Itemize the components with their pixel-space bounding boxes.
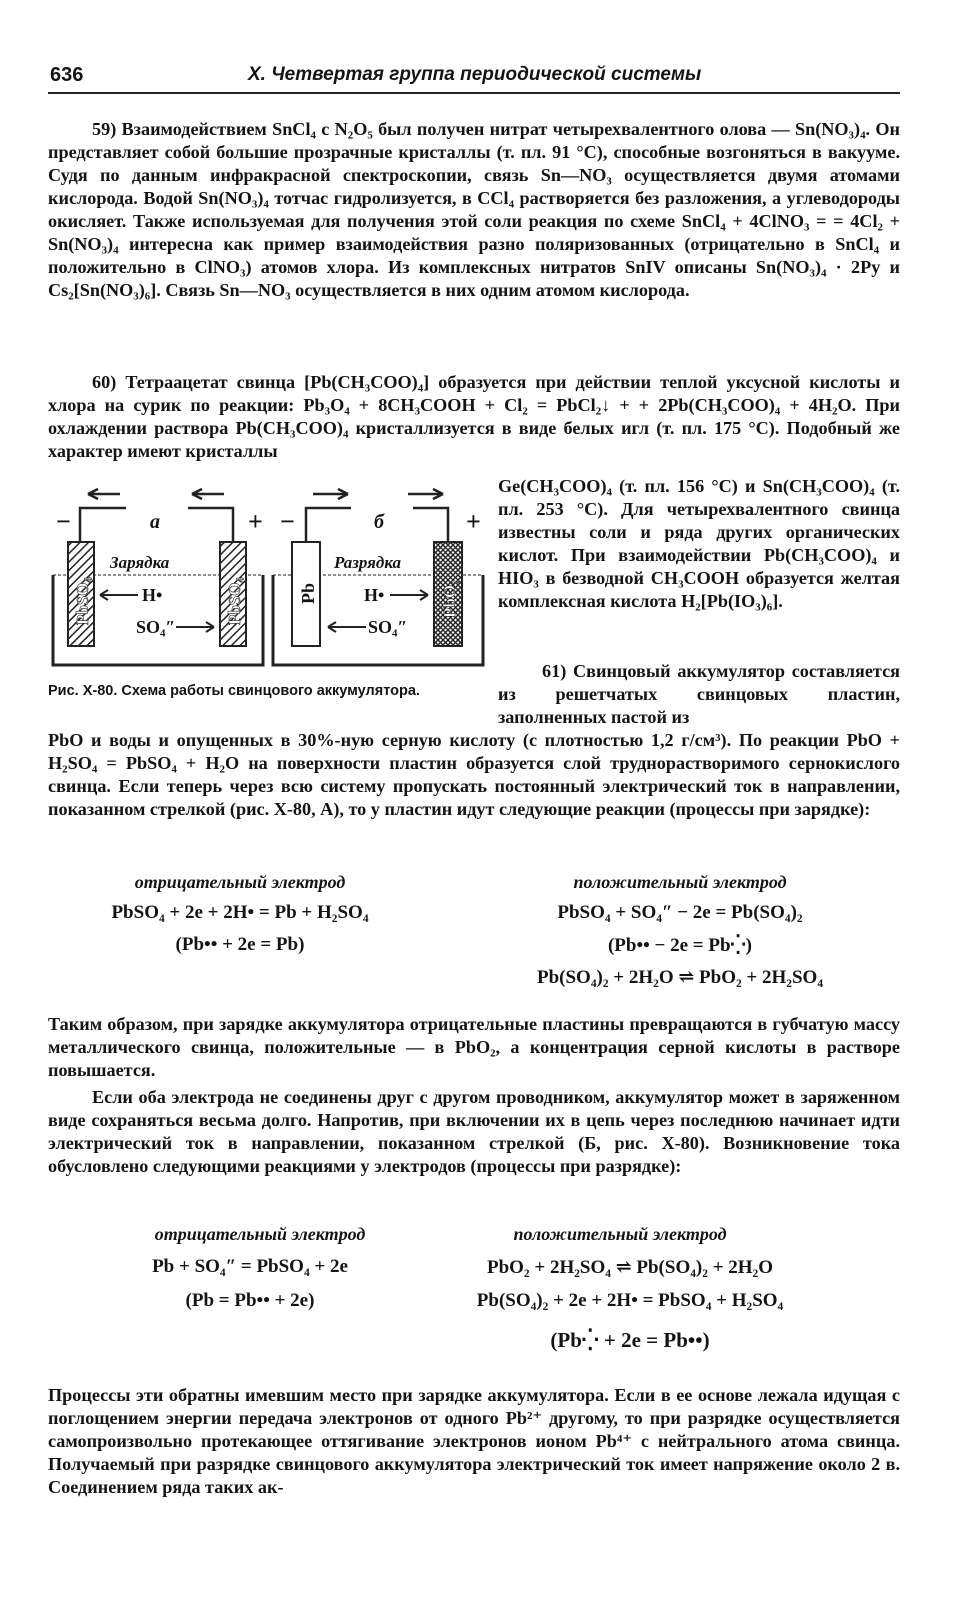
h-ion-label-b: H• (364, 585, 385, 605)
paragraph-61-continued (48, 729, 900, 821)
label-b: б (374, 511, 384, 533)
h-ion-label-a: H• (142, 585, 163, 605)
page-number: 636 (50, 64, 84, 86)
charge-negative-eq-1: PbSO₄ + 2e + 2H• = Pb + H₂SO₄ (111, 902, 369, 923)
current-arrow-a-right (192, 489, 224, 499)
h-ion-arrow-a (100, 590, 138, 600)
discharge-positive-title: положительный электрод (513, 1224, 727, 1244)
paragraph-59 (48, 118, 900, 302)
paragraph-60-start (48, 371, 900, 463)
figure-x80 (48, 480, 488, 680)
current-arrow-a-left (88, 489, 120, 499)
discharge-positive-eq-3: (Pb⁛ + 2e = Pb••) (550, 1328, 710, 1352)
paragraph-final (48, 1384, 900, 1499)
paragraph-60-continued (498, 475, 900, 613)
paragraph-60-text: 60) Тетраацетат свинца [Pb(CH₃COO)₄] образуется при действии теплой уксусной кислоты и хлора на сурик по реакции: Pb₃O₄ + 8CH₃COOH + Cl₂ = PbCl₂↓ + + 2Pb(CH₃COO)₄ + 4H₂O. При охлаждении раствора Pb(CH₃COO)₄ кристаллизуется в виде белых игл (т. пл. 175 °С). Подобный же характер имеют кристаллы (48, 372, 900, 461)
current-arrow-b-left (313, 489, 348, 499)
so4-ion-label-b: SO₄″ (368, 617, 408, 637)
pbo2-label: PbO₂ (440, 579, 459, 618)
minus-sign-a: − (56, 507, 71, 536)
so4-ion-label-a: SO₄″ (136, 617, 176, 637)
discharge-negative-eq-2: (Pb = Pb•• + 2e) (185, 1290, 315, 1311)
so4-ion-arrow-a (176, 622, 214, 632)
discharge-negative-eq-1: Pb + SO₄″ = PbSO₄ + 2e (152, 1256, 348, 1277)
paragraph-final-text: Процессы эти обратны имевшим место при зарядке аккумулятора. Если в ее основе лежала идущая с поглощением энергии передача электронов от одного Pb²⁺ другому, то при разрядке осуществляется самопроизвольно протекающее оттягивание электронов ионом Pb⁴⁺ с нейтрального атома свинца. Получаемый при разрядке свинцового аккумулятора электрический ток имеет напряжение около 2 в. Соединением ряда таких ак- (48, 1385, 900, 1497)
h-ion-arrow-b (390, 590, 428, 600)
plus-sign-a: + (248, 507, 263, 536)
pb-label: Pb (298, 582, 318, 604)
charge-title: Зарядка (110, 553, 170, 572)
discharge-positive-eq-1: PbO₂ + 2H₂SO₄ ⇌ Pb(SO₄)₂ + 2H₂O (486, 1257, 774, 1278)
plus-sign-b: + (466, 507, 481, 536)
discharge-negative-title: отрицательный электрод (154, 1224, 366, 1244)
pbso4-label-right: PbSO₄ (225, 577, 244, 625)
running-title: X. Четвертая группа периодической системы (248, 64, 702, 85)
charge-positive-eq-3: Pb(SO₄)₂ + 2H₂O ⇌ PbO₂ + 2H₂SO₄ (536, 967, 824, 988)
paragraph-after-charge-text: Таким образом, при зарядке аккумулятора отрицательные пластины превращаются в губчатую массу металлического свинца, положительные — в PbO₂, а концентрация серной кислоты в растворе повышается. (48, 1014, 900, 1080)
charge-positive-title: положительный электрод (573, 872, 787, 892)
paragraph-discharge-intro (48, 1086, 900, 1178)
paragraph-61-text: 61) Свинцовый аккумулятор составляется из решетчатых свинцовых пластин, заполненных пастой из (498, 661, 900, 727)
paragraph-60-continued-text: Ge(CH₃COO)₄ (т. пл. 156 °С) и Sn(CH₃COO)₄ (т. пл. 253 °С). Для четырехвалентного свинца известны соли и ряда других органических кислот. При взаимодействии Pb(CH₃COO)₄ и HIO₃ в безводной CH₃COOH образуется желтая комплексная кислота H₂[Pb(IO₃)₆]. (498, 476, 900, 611)
accumulator-diagram (48, 480, 488, 680)
discharge-positive-eq-2: Pb(SO₄)₂ + 2e + 2H• = PbSO₄ + H₂SO₄ (476, 1290, 784, 1311)
paragraph-61-continued-text: PbO и воды и опущенных в 30%-ную серную кислоту (с плотностью 1,2 г/см³). По реакции PbO + H₂SO₄ = PbSO₄ + H₂O на поверхности пластин образуется слой труднорастворимого сернокислого свинца. Если теперь через всю систему пропускать постоянный электрический ток в направлении, показанном стрелкой (рис. X-80, А), то у пластин идут следующие реакции (процессы при зарядке): (48, 730, 900, 819)
paragraph-59-text: 59) Взаимодействием SnCl₄ с N₂O₅ был получен нитрат четырехвалентного олова — Sn(NO₃)₄. Он представляет собой большие прозрачные кристаллы (т. пл. 91 °С), способные возгоняться в вакууме. Судя по данным инфракрасной спектроскопии, связь Sn—NO₃ осуществляется двумя атомами кислорода. Водой Sn(NO₃)₄ тотчас гидролизуется, в CCl₄ растворяется без разложения, а углеводороды окисляет. Также используемая для получения этой соли реакция по схеме SnCl₄ + 4ClNO₃ = = 4Cl₂ + Sn(NO₃)₄ интересна как пример взаимодействия разно поляризованных (отрицательно в SnCl₄ и положительно в ClNO₃) атомов хлора. Из комплексных нитратов SnIV описаны Sn(NO₃)₄ · 2Py и Cs₂[Sn(NO₃)₆]. Связь Sn—NO₃ осуществляется в них одним атомом кислорода. (48, 119, 900, 300)
charge-negative-eq-2: (Pb•• + 2e = Pb) (175, 934, 305, 955)
figure-caption: Рис. X-80. Схема работы свинцового аккумулятора. (48, 683, 420, 699)
current-arrow-b-right (408, 489, 443, 499)
charge-positive-eq-2: (Pb•• − 2e = Pb⁛) (607, 935, 753, 956)
charge-positive-eq-1: PbSO₄ + SO₄″ − 2e = Pb(SO₄)₂ (557, 902, 803, 923)
minus-sign-b: − (280, 507, 295, 536)
pbso4-label-left: PbSO₄ (73, 577, 92, 625)
paragraph-discharge-intro-text: Если оба электрода не соединены друг с другом проводником, аккумулятор может в заряженном виде сохраняться весьма долго. Напротив, при включении их в цепь через последнюю начинает идти электрический ток в направлении, показанном стрелкой (Б, рис. X-80). Возникновение тока обусловлено следующими реакциями у электродов (процессы при разрядке): (48, 1087, 900, 1176)
so4-ion-arrow-b (328, 622, 366, 632)
charge-negative-title: отрицательный электрод (134, 872, 346, 892)
page-header (48, 62, 900, 94)
paragraph-61-start (498, 660, 900, 729)
label-a: а (150, 511, 160, 533)
discharge-title: Разрядка (334, 553, 402, 572)
paragraph-after-charge (48, 1013, 900, 1082)
